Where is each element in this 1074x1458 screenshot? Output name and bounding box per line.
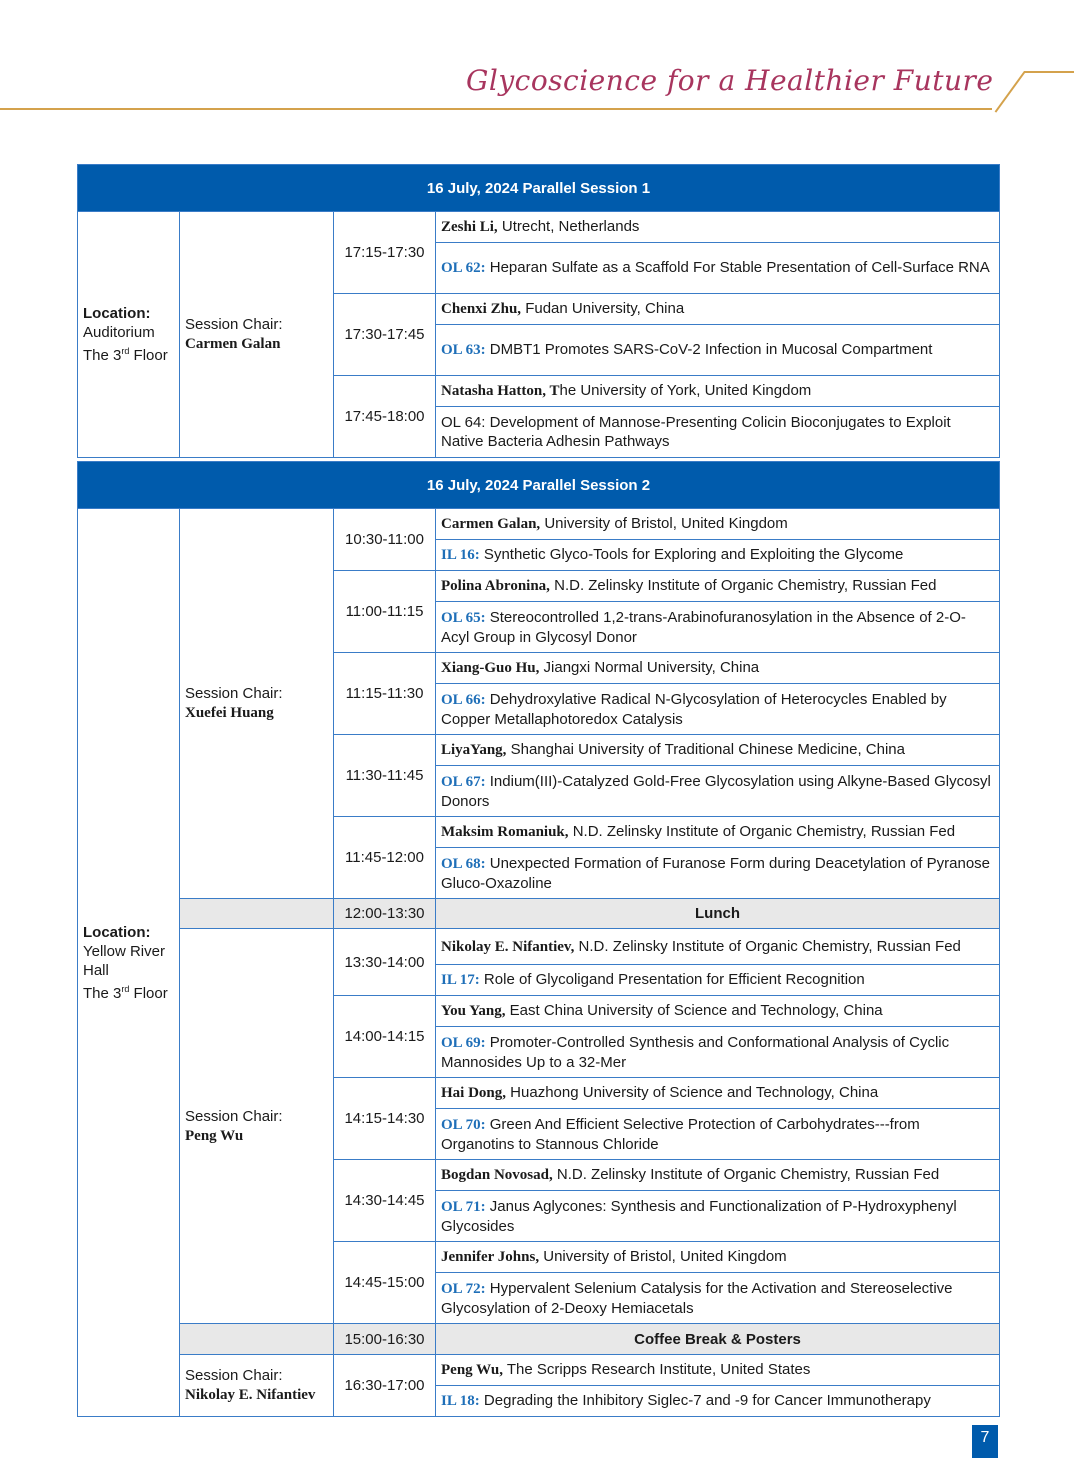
speaker-name: You Yang, [441, 1003, 506, 1019]
session2-chair-3 [180, 1355, 334, 1417]
header-rule-accent [1024, 71, 1074, 73]
speaker-affiliation: N.D. Zelinsky Institute of Organic Chemistry, Russian Fed [549, 577, 937, 594]
talk-cell [436, 848, 1000, 899]
header-rule [0, 108, 992, 110]
speaker-affiliation: Utrecht, Netherlands [497, 218, 640, 235]
speaker-affiliation: Shanghai University of Traditional Chinese Medicine, China [506, 741, 905, 758]
speaker-cell [436, 1078, 1000, 1109]
talk-title: Role of Glycoligand Presentation for Efficient Recognition [479, 971, 865, 988]
slot-time: 11:45-12:00 [334, 817, 436, 899]
speaker-cell [436, 653, 1000, 684]
header-rule-slash [995, 71, 1026, 113]
talk-code: OL 65: [441, 609, 486, 626]
speaker-name: Zeshi Li, [441, 219, 498, 235]
slot-time: 17:45-18:00 [334, 376, 436, 458]
location-line: Yellow River [83, 942, 165, 960]
speaker-cell [436, 929, 1000, 965]
location-line: Auditorium [83, 324, 155, 341]
talk-code: OL 70: [441, 1116, 486, 1133]
talk-code: OL 68: [441, 855, 486, 872]
speaker-affiliation: The Scripps Research Institute, United States [502, 1361, 811, 1378]
speaker-name: Hai Dong, [441, 1085, 507, 1101]
speaker-cell [436, 376, 1000, 407]
coffee-label: Coffee Break & Posters [436, 1324, 1000, 1355]
break-chair-empty [180, 1324, 334, 1355]
slot-time: 10:30-11:00 [334, 509, 436, 571]
speaker-name: Jennifer Johns, [441, 1249, 540, 1265]
chair-name: Peng Wu [185, 1127, 244, 1144]
speaker-affiliation: N.D. Zelinsky Institute of Organic Chemistry, Russian Fed [568, 823, 956, 840]
talk-title: DMBT1 Promotes SARS-CoV-2 Infection in Mucosal Compartment [485, 341, 933, 358]
speaker-name: Peng Wu, [441, 1362, 503, 1378]
talk-cell [436, 243, 1000, 294]
talk-title: Janus Aglycones: Synthesis and Functionalization of P-Hydroxyphenyl Glycosides [441, 1197, 957, 1235]
chair-label: Session Chair: [185, 685, 283, 702]
speaker-affiliation: Fudan University, China [521, 300, 685, 317]
speaker-affiliation: N.D. Zelinsky Institute of Organic Chemistry, Russian Fed [552, 1166, 940, 1183]
talk-cell [436, 965, 1000, 996]
talk-title: Synthetic Glyco-Tools for Exploring and Exploiting the Glycome [479, 546, 904, 563]
session1-table [77, 164, 1000, 458]
speaker-name: Chenxi Zhu, [441, 301, 522, 317]
speaker-affiliation: University of Bristol, United Kingdom [539, 1248, 787, 1265]
speaker-cell [436, 571, 1000, 602]
speaker-affiliation: Huazhong University of Science and Technology, China [506, 1084, 879, 1101]
slot-time: 11:00-11:15 [334, 571, 436, 653]
location-line: Hall [83, 961, 109, 979]
talk-cell [436, 684, 1000, 735]
chair-label: Session Chair: [185, 1367, 283, 1384]
speaker-name: Natasha Hatton, T [441, 383, 560, 399]
page-number: 7 [972, 1425, 998, 1458]
speaker-name: Bogdan Novosad, [441, 1167, 553, 1183]
location-label: Location: [83, 923, 151, 941]
talk-title: Green And Efficient Selective Protection of Carbohydrates---from Organotins to Stannous Chloride [441, 1115, 920, 1153]
talk-cell [436, 325, 1000, 376]
talk-cell [436, 1273, 1000, 1324]
speaker-affiliation: N.D. Zelinsky Institute of Organic Chemistry, Russian Fed [574, 937, 961, 955]
coffee-time: 15:00-16:30 [334, 1324, 436, 1355]
break-chair-empty [180, 899, 334, 929]
location-floor: The 3 [83, 347, 122, 364]
talk-cell [436, 1027, 1000, 1078]
speaker-affiliation: Jiangxi Normal University, China [539, 659, 760, 676]
location-floor-suffix: rd [121, 983, 130, 994]
slot-time: 17:30-17:45 [334, 294, 436, 376]
slot-time: 13:30-14:00 [334, 929, 436, 996]
speaker-cell [436, 1242, 1000, 1273]
talk-title: OL 64: Development of Mannose-Presenting Colicin Bioconjugates to Exploit Native Bacteria Adhesin Pathways [441, 414, 951, 450]
slot-time: 14:30-14:45 [334, 1160, 436, 1242]
session2-banner: 16 July, 2024 Parallel Session 2 [78, 462, 1000, 509]
location-floor-end: Floor [129, 347, 168, 364]
header-title: Glycoscience for a Healthier Future [466, 64, 994, 97]
talk-cell [436, 407, 1000, 458]
speaker-cell [436, 294, 1000, 325]
talk-title: Degrading the Inhibitory Siglec-7 and -9 for Cancer Immunotherapy [479, 1392, 931, 1409]
speaker-name: Polina Abronina, [441, 578, 550, 594]
speaker-cell [436, 735, 1000, 766]
talk-code: OL 72: [441, 1280, 486, 1297]
talk-cell [436, 602, 1000, 653]
speaker-affiliation: East China University of Science and Technology, China [505, 1002, 883, 1019]
lunch-label: Lunch [436, 899, 1000, 929]
session2-chair-2 [180, 929, 334, 1324]
session1-banner: 16 July, 2024 Parallel Session 1 [78, 165, 1000, 212]
slot-time: 14:00-14:15 [334, 996, 436, 1078]
talk-code: OL 71: [441, 1198, 486, 1215]
talk-code: OL 69: [441, 1034, 486, 1051]
location-floor: The 3 [83, 984, 122, 1002]
talk-code: IL 18: [441, 1393, 480, 1409]
chair-name: Carmen Galan [185, 336, 281, 352]
slot-time: 11:30-11:45 [334, 735, 436, 817]
talk-title: Stereocontrolled 1,2-trans-Arabinofuranosylation in the Absence of 2-O-Acyl Group in Glycosyl Donor [441, 608, 966, 646]
chair-label: Session Chair: [185, 316, 283, 333]
location-floor-suffix: rd [121, 346, 130, 356]
slot-time: 16:30-17:00 [334, 1355, 436, 1417]
speaker-name: Carmen Galan, [441, 516, 541, 532]
slot-time: 14:45-15:00 [334, 1242, 436, 1324]
speaker-cell [436, 1355, 1000, 1386]
location-label: Location: [83, 305, 151, 322]
session2-table [77, 461, 1000, 1417]
talk-cell [436, 1191, 1000, 1242]
talk-cell [436, 1386, 1000, 1417]
talk-code: OL 63: [441, 342, 486, 358]
talk-title: Dehydroxylative Radical N-Glycosylation of Heterocycles Enabled by Copper Metallaphotoredox Catalysis [441, 690, 947, 728]
talk-title: Promoter-Controlled Synthesis and Conformational Analysis of Cyclic Mannosides Up to a 32-Mer [441, 1033, 950, 1071]
speaker-cell [436, 1160, 1000, 1191]
talk-cell [436, 1109, 1000, 1160]
speaker-cell [436, 509, 1000, 540]
talk-code: OL 62: [441, 260, 486, 276]
slot-time: 17:15-17:30 [334, 212, 436, 294]
session1-location [78, 212, 180, 458]
talk-cell [436, 540, 1000, 571]
session2-chair-1 [180, 509, 334, 899]
chair-name: Nikolay E. Nifantiev [185, 1387, 316, 1403]
talk-code: OL 67: [441, 773, 486, 790]
speaker-affiliation: he University of York, United Kingdom [559, 382, 812, 399]
speaker-cell [436, 996, 1000, 1027]
chair-name: Xuefei Huang [185, 705, 274, 721]
talk-cell [436, 766, 1000, 817]
talk-code: IL 16: [441, 547, 480, 563]
lunch-time: 12:00-13:30 [334, 899, 436, 929]
speaker-cell [436, 212, 1000, 243]
chair-label: Session Chair: [185, 1107, 283, 1125]
talk-title: Unexpected Formation of Furanose Form during Deacetylation of Pyranose Gluco-Oxazoline [441, 854, 991, 892]
slot-time: 14:15-14:30 [334, 1078, 436, 1160]
session1-chair [180, 212, 334, 458]
location-floor-end: Floor [129, 984, 168, 1002]
talk-title: Hypervalent Selenium Catalysis for the Activation and Stereoselective Glycosylation of 2-Deoxy Hemiacetals [441, 1279, 953, 1317]
session2-location [78, 509, 180, 1417]
talk-code: IL 17: [441, 972, 480, 988]
speaker-name: Nikolay E. Nifantiev, [441, 938, 575, 955]
speaker-affiliation: University of Bristol, United Kingdom [540, 515, 788, 532]
slot-time: 11:15-11:30 [334, 653, 436, 735]
speaker-cell [436, 817, 1000, 848]
talk-title: Heparan Sulfate as a Scaffold For Stable Presentation of Cell-Surface RNA [485, 259, 990, 276]
talk-code: OL 66: [441, 691, 486, 708]
talk-title: Indium(III)-Catalyzed Gold-Free Glycosylation using Alkyne-Based Glycosyl Donors [441, 772, 991, 810]
speaker-name: Xiang-Guo Hu, [441, 660, 540, 676]
speaker-name: LiyaYang, [441, 742, 507, 758]
speaker-name: Maksim Romaniuk, [441, 824, 569, 840]
